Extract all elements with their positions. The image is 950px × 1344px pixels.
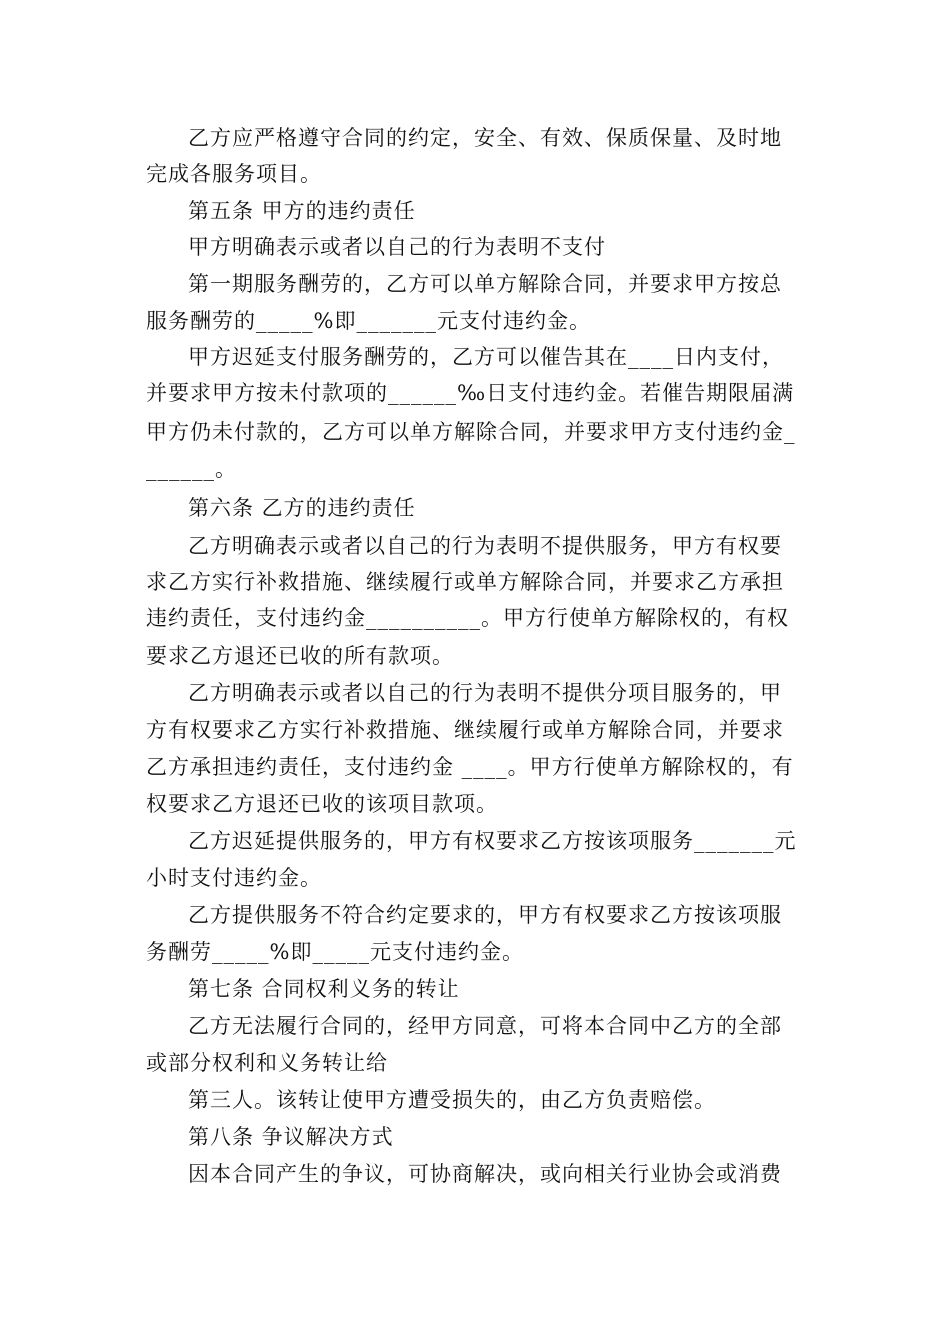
paragraph-line: 乙方无法履行合同的，经甲方同意，可将本合同中乙方的全部 <box>188 1014 782 1038</box>
paragraph-line: 乙方明确表示或者以自己的行为表明不提供服务，甲方有权要 <box>188 534 782 558</box>
paragraph-line: 小时支付违约金。 <box>146 866 322 890</box>
paragraph-line: 要求乙方退还已收的所有款项。 <box>146 644 454 668</box>
paragraph-line: 甲方仍未付款的，乙方可以单方解除合同，并要求甲方支付违约金_ <box>146 420 796 444</box>
article-heading: 第六条 乙方的违约责任 <box>188 496 416 520</box>
paragraph-line: 完成各服务项目。 <box>146 162 322 186</box>
paragraph-line: 因本合同产生的争议，可协商解决，或向相关行业协会或消费 <box>188 1162 782 1186</box>
paragraph-line: 乙方承担违约责任，支付违约金 ____。甲方行使单方解除权的，有 <box>146 755 794 779</box>
paragraph-line: 甲方明确表示或者以自己的行为表明不支付 <box>188 235 606 259</box>
paragraph-line: 第一期服务酬劳的，乙方可以单方解除合同，并要求甲方按总 <box>188 272 782 296</box>
paragraph-line: 违约责任，支付违约金__________。甲方行使单方解除权的，有权 <box>146 606 789 630</box>
paragraph-line: 并要求甲方按未付款项的______‰日支付违约金。若催告期限届满 <box>146 381 795 405</box>
paragraph-line: 服务酬劳的_____%即_______元支付违约金。 <box>146 309 591 333</box>
article-heading: 第八条 争议解决方式 <box>188 1125 394 1149</box>
paragraph-line: 乙方迟延提供服务的，甲方有权要求乙方按该项服务_______元 <box>188 829 797 853</box>
paragraph-line: 乙方明确表示或者以自己的行为表明不提供分项目服务的，甲 <box>188 681 782 705</box>
paragraph-line: 求乙方实行补救措施、继续履行或单方解除合同，并要求乙方承担 <box>146 570 784 594</box>
article-heading: 第七条 合同权利义务的转让 <box>188 977 460 1001</box>
paragraph-line: 乙方应严格遵守合同的约定，安全、有效、保质保量、及时地 <box>188 126 782 150</box>
paragraph-line: 务酬劳_____%即_____元支付违约金。 <box>146 940 524 964</box>
article-heading: 第五条 甲方的违约责任 <box>188 199 416 223</box>
paragraph-line: ______。 <box>146 457 237 481</box>
paragraph-line: 权要求乙方退还已收的该项目款项。 <box>146 792 498 816</box>
paragraph-line: 甲方迟延支付服务酬劳的，乙方可以催告其在____日内支付， <box>188 345 784 369</box>
paragraph-line: 第三人。该转让使甲方遭受损失的，由乙方负责赔偿。 <box>188 1088 716 1112</box>
paragraph-line: 乙方提供服务不符合约定要求的，甲方有权要求乙方按该项服 <box>188 903 782 927</box>
paragraph-line: 方有权要求乙方实行补救措施、继续履行或单方解除合同，并要求 <box>146 718 784 742</box>
paragraph-line: 或部分权利和义务转让给 <box>146 1051 388 1075</box>
